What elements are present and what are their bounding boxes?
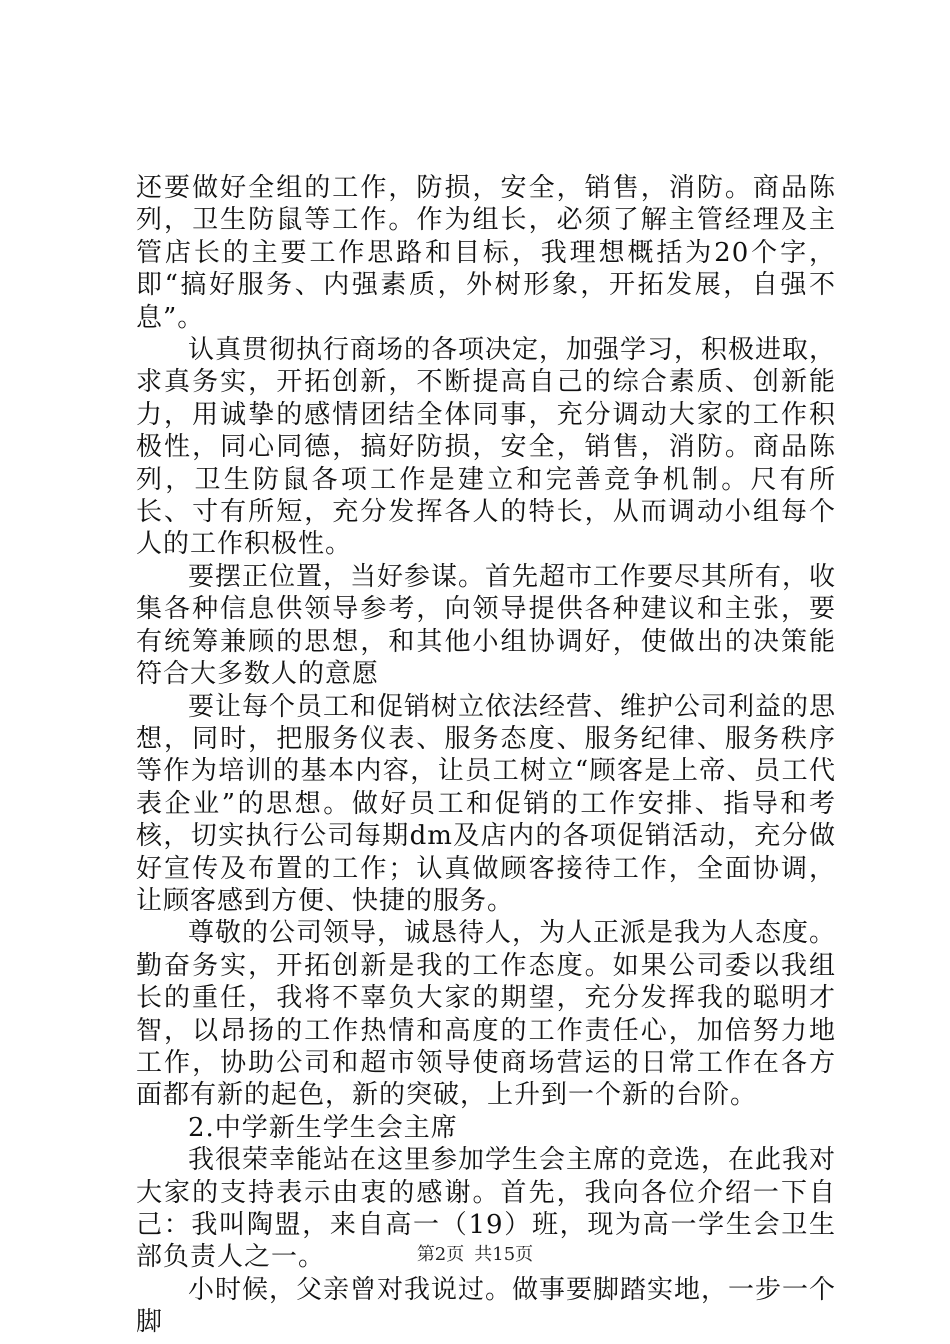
paragraph-2: 认真贯彻执行商场的各项决定，加强学习，积极进取，求真务实，开拓创新，不断提高自己的综合素质、创新能力，用诚挚的感情团结全体同事，充分调动大家的工作积极性，同心同德，搞好防损，安全，销售，消防。商品陈列，卫生防鼠各项工作是建立和完善竞争机制。尺有所长、寸有所短，充分发挥各人的特长，从而调动小组每个人的工作积极性。 [136,335,837,560]
section-heading: 2.中学新生学生会主席 [188,1112,458,1143]
page-number: 第2页 [416,1244,465,1265]
paragraph-4: 要让每个员工和促销树立依法经营、维护公司利益的思想，同时，把服务仪表、服务态度、服务纪律、服务秩序等作为培训的基本内容，让员工树立“顾客是上帝、员工代表企业”的思想。做好员工和促销的工作安排、指导和考核，切实执行公司每期dm及店内的各项促销活动，充分做好宣传及布置的工作；认真做顾客接待工作，全面协调，让顾客感到方便、快捷的服务。 [136,691,837,916]
paragraph-6: 我很荣幸能站在这里参加学生会主席的竞选，在此我对大家的支持表示由衷的感谢。首先，我向各位介绍一下自己：我叫陶盟，来自高一（19）班，现为高一学生会卫生部负责人之一。 [136,1145,837,1273]
page-total: 共15页 [474,1244,534,1265]
page-footer [0,1244,950,1266]
paragraph-7: 小时候，父亲曾对我说过。做事要脚踏实地，一步一个脚 [136,1274,837,1338]
document-body [136,172,836,1339]
paragraph-1: 还要做好全组的工作，防损，安全，销售，消防。商品陈列，卫生防鼠等工作。作为组长，必须了解主管经理及主管店长的主要工作思路和目标，我理想概括为20个字，即“搞好服务、内强素质，外树形象，开拓发展，自强不息”。 [136,173,836,333]
paragraph-5: 尊敬的公司领导，诚恳待人，为人正派是我为人态度。勤奋务实，开拓创新是我的工作态度。如果公司委以我组长的重任，我将不辜负大家的期望，充分发挥我的聪明才智，以昂扬的工作热情和高度的工作责任心，加倍努力地工作，协助公司和超市领导使商场营运的日常工作在各方面都有新的起色，新的突破，上升到一个新的台阶。 [136,918,837,1111]
paragraph-3: 要摆正位置，当好参谋。首先超市工作要尽其所有，收集各种信息供领导参考，向领导提供各种建议和主张，要有统筹兼顾的思想，和其他小组协调好，使做出的决策能符合大多数人的意愿 [136,561,837,690]
